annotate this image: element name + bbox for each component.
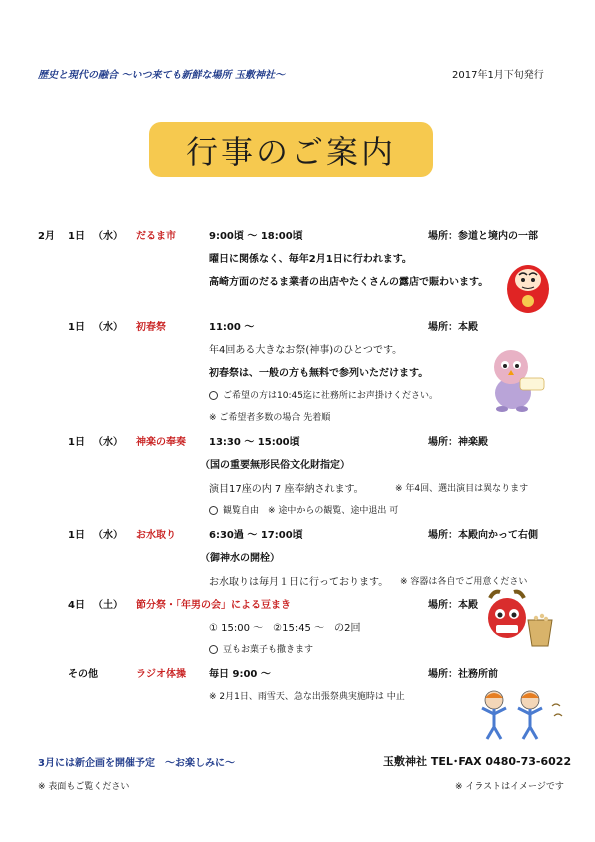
event-note: ※ 2月1日、雨雪天、急な出張祭典実施時は 中止 [209, 692, 405, 702]
event-place: 場所：社務所前 [428, 669, 498, 680]
event-desc: 演目17座の内 7 座奉納されます。 [209, 484, 364, 495]
header-tagline: 歴史と現代の融合 ～いつ来ても新鮮な場所 玉敷神社～ [38, 70, 285, 81]
event-desc: （御神水の開栓） [200, 553, 280, 564]
event-note-text: ご希望の方は10:45迄に社務所にお声掛けください。 [223, 391, 438, 401]
issue-date: 2017年1月下旬発行 [452, 70, 544, 81]
event-name: 節分祭・「年男の会」による豆まき [136, 600, 291, 611]
event-place: 場所：参道と境内の一部 [428, 231, 538, 242]
event-note-text: 豆もお菓子も撒きます [223, 645, 314, 655]
footer-note-right: ※ イラストはイメージです [455, 782, 564, 792]
event-time: 11:00 ～ [209, 322, 255, 333]
page-title: 行事のご案内 [185, 132, 396, 171]
event-name: ラジオ体操 [136, 669, 186, 680]
event-name: 神楽の奉奏 [136, 437, 186, 448]
event-desc: 曜日に関係なく、毎年2月1日に行われます。 [209, 254, 412, 265]
event-weekday: （水） [93, 437, 123, 448]
event-day: 4日 [68, 600, 85, 611]
event-name: お水取り [136, 530, 176, 541]
event-weekday: （土） [93, 600, 123, 611]
event-day: 1日 [68, 231, 85, 242]
event-desc-note: ※ 容器は各自でご用意ください [400, 577, 528, 587]
event-label: その他 [68, 669, 98, 680]
event-note: ※ ご希望者多数の場合 先着順 [209, 413, 331, 423]
event-time: 6:30過 ～ 17:00頃 [209, 530, 303, 541]
circle-bullet-icon [209, 391, 218, 400]
circle-bullet-icon [209, 645, 218, 654]
event-name: だるま市 [136, 231, 176, 242]
event-name: 初春祭 [136, 322, 166, 333]
event-desc: 高崎方面のだるま業者の出店やたくさんの露店で賑わいます。 [209, 277, 489, 288]
daruma-icon [504, 258, 552, 314]
footer-note-left: ※ 表面もご覧ください [38, 782, 130, 792]
title-banner [149, 122, 433, 177]
event-place: 場所：本殿 [428, 600, 478, 611]
event-place: 場所：本殿向かって右側 [428, 530, 538, 541]
event-day: 1日 [68, 322, 85, 333]
oni-mask-icon [484, 588, 556, 654]
event-time: 毎日 9:00 ～ [209, 669, 271, 680]
footer-announcement: 3月には新企画を開催予定 ～お楽しみに～ [38, 758, 235, 769]
event-day: 1日 [68, 437, 85, 448]
event-day: 1日 [68, 530, 85, 541]
mascot-icon [480, 345, 546, 413]
event-weekday: （水） [93, 530, 123, 541]
event-desc: ① 15:00 ～ ②15:45 ～ の2回 [209, 623, 361, 634]
event-place: 場所：本殿 [428, 322, 478, 333]
event-desc: 年4回ある大きなお祭(神事)のひとつです。 [209, 345, 403, 356]
event-desc: （国の重要無形民俗文化財指定） [200, 460, 350, 471]
event-month: 2月 [38, 231, 55, 242]
radio-exercise-kids-icon [474, 688, 564, 742]
event-place: 場所：神楽殿 [428, 437, 488, 448]
event-desc: お水取りは毎月１日に行っております。 [209, 577, 389, 588]
event-desc-note: ※ 年4回、選出演目は異なります [395, 484, 529, 494]
event-desc: 初春祭は、一般の方も無料で参列いただけます。 [209, 368, 429, 379]
event-weekday: （水） [93, 231, 123, 242]
event-note [209, 503, 398, 516]
event-note-text: 観覧自由 ※ 途中からの観覧、途中退出 可 [223, 506, 399, 516]
footer-contact: 玉敷神社 TEL･FAX 0480-73-6022 [383, 755, 572, 768]
event-note [209, 388, 438, 401]
event-weekday: （水） [93, 322, 123, 333]
event-note [209, 642, 313, 655]
event-time: 13:30 ～ 15:00頃 [209, 437, 300, 448]
event-time: 9:00頃 ～ 18:00頃 [209, 231, 303, 242]
circle-bullet-icon [209, 506, 218, 515]
